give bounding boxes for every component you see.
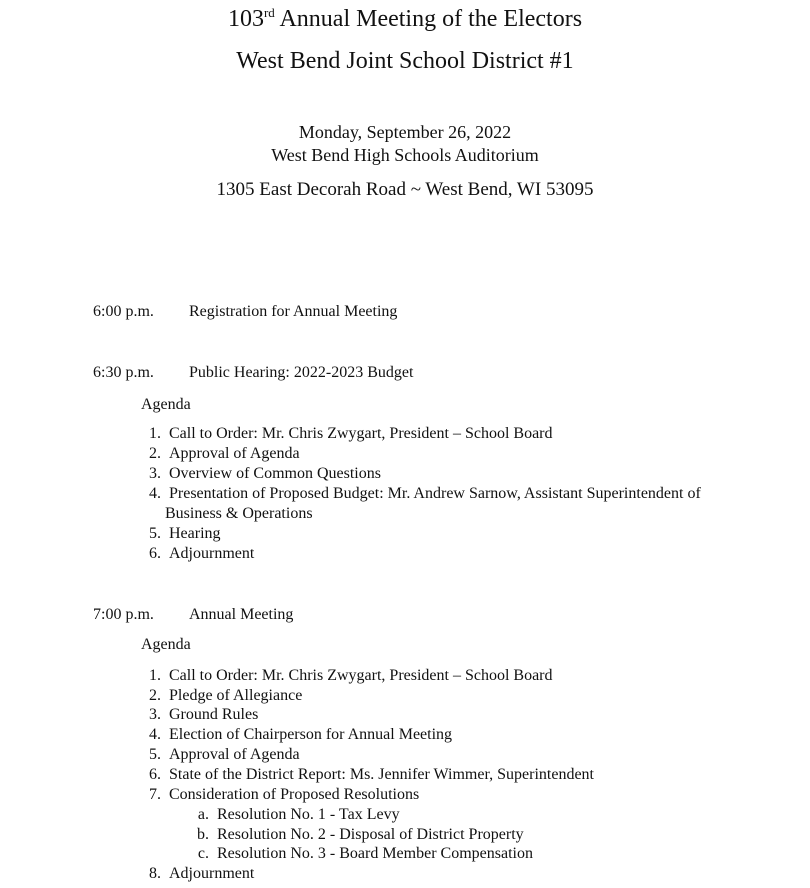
item-text: Presentation of Proposed Budget: Mr. Andrew Sarnow, Assistant Superintendent of (169, 485, 701, 502)
district-name: West Bend Joint School District #1 (236, 48, 574, 74)
agenda-item (141, 485, 701, 503)
session-time: 7:00 p.m. (93, 606, 154, 623)
meeting-address: 1305 East Decorah Road ~ West Bend, WI 53095 (216, 179, 594, 200)
session-time: 6:00 p.m. (93, 303, 154, 320)
agenda-subitem (189, 806, 400, 824)
meeting-venue: West Bend High Schools Auditorium (271, 145, 539, 165)
item-number: 1. (149, 425, 161, 442)
agenda-item (141, 746, 300, 764)
agenda-item (141, 667, 553, 685)
agenda-item (141, 687, 302, 705)
item-text: Adjournment (169, 545, 255, 562)
title-rest: Annual Meeting of the Electors (274, 6, 583, 32)
subitem-letter: b. (197, 826, 209, 843)
item-text: Consideration of Proposed Resolutions (169, 786, 420, 803)
session-title: Public Hearing: 2022-2023 Budget (189, 364, 414, 381)
item-text: Ground Rules (169, 706, 259, 723)
item-text: Approval of Agenda (169, 746, 300, 763)
session-title: Annual Meeting (189, 606, 294, 623)
subitem-letter: a. (197, 806, 209, 823)
subitem-text: Resolution No. 2 - Disposal of District Property (217, 826, 524, 843)
session-time: 6:30 p.m. (93, 364, 154, 381)
agenda-item (141, 465, 381, 483)
agenda-item (141, 726, 452, 744)
agenda-item (141, 425, 553, 443)
agenda-subitem (189, 845, 533, 863)
item-number: 3. (149, 465, 161, 482)
subitem-text: Resolution No. 1 - Tax Levy (217, 806, 400, 823)
agenda-item (141, 865, 254, 883)
agenda-item (141, 525, 221, 543)
item-text: Election of Chairperson for Annual Meeting (169, 726, 453, 743)
agenda-label: Agenda (141, 396, 191, 413)
agenda-subitem (189, 826, 524, 844)
item-number: 7. (149, 786, 161, 803)
item-number: 4. (149, 485, 161, 502)
item-text: Pledge of Allegiance (169, 687, 303, 704)
item-number: 2. (149, 687, 161, 704)
item-number: 5. (149, 525, 161, 542)
agenda-item (141, 545, 254, 563)
subitem-text: Resolution No. 3 - Board Member Compensation (217, 845, 533, 862)
agenda-item (141, 766, 594, 784)
meeting-date: Monday, September 26, 2022 (298, 122, 512, 142)
session-title: Registration for Annual Meeting (189, 303, 398, 320)
item-number: 2. (149, 445, 161, 462)
item-number: 3. (149, 706, 161, 723)
agenda-item (141, 706, 258, 724)
document-title (0, 6, 810, 33)
item-text: Hearing (169, 525, 221, 542)
item-text: Overview of Common Questions (169, 465, 381, 482)
item-text: Adjournment (169, 865, 255, 882)
item-text: Call to Order: Mr. Chris Zwygart, President – School Board (169, 425, 553, 442)
item-number: 4. (149, 726, 161, 743)
item-number: 1. (149, 667, 161, 684)
agenda-item (141, 786, 419, 804)
item-number: 6. (149, 766, 161, 783)
item-text: State of the District Report: Ms. Jennifer Wimmer, Superintendent (169, 766, 594, 783)
subitem-letter: c. (197, 845, 209, 862)
item-text: Call to Order: Mr. Chris Zwygart, President – School Board (169, 667, 553, 684)
item-number: 8. (149, 865, 161, 882)
item-number: 5. (149, 746, 161, 763)
item-text: Approval of Agenda (169, 445, 300, 462)
title-ordinal-suffix: rd (263, 5, 275, 20)
title-number: 103 (227, 6, 264, 32)
item-number: 6. (149, 545, 161, 562)
agenda-item (141, 445, 300, 463)
agenda-item-continuation: Business & Operations (165, 505, 313, 522)
agenda-label: Agenda (141, 636, 191, 653)
